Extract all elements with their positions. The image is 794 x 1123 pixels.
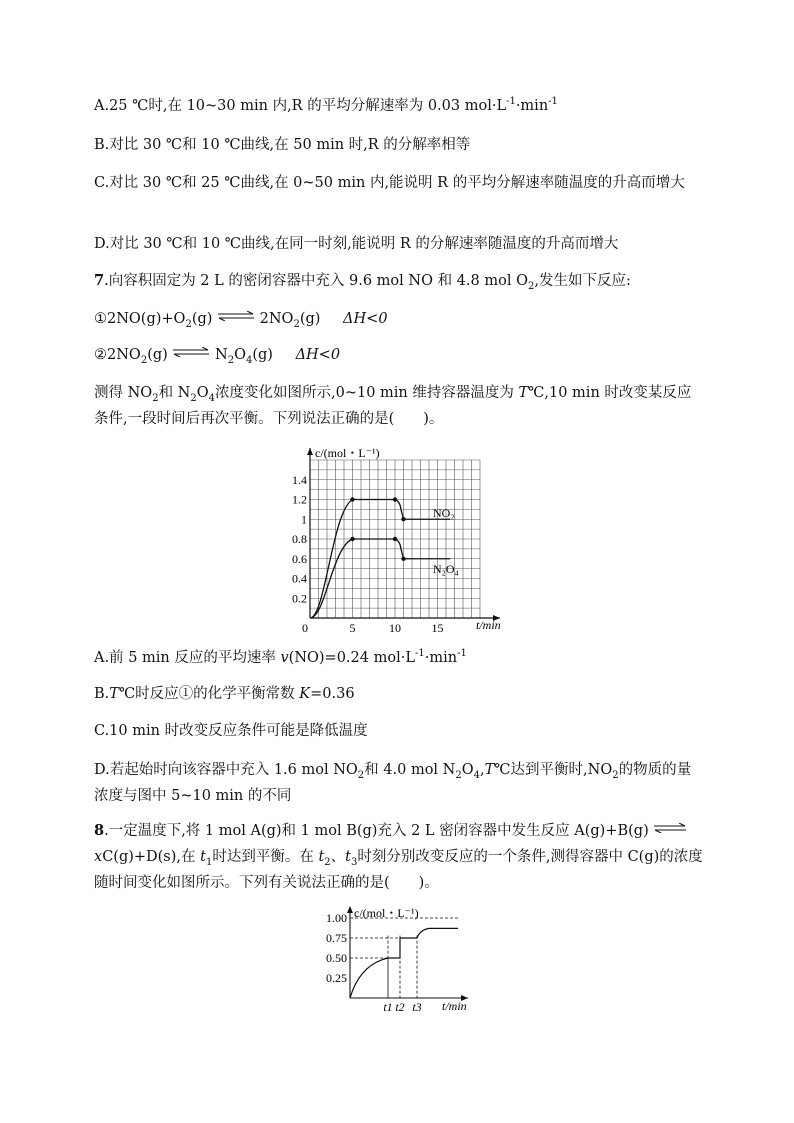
q8-stem: 8.一定温度下,将 1 mol A(g)和 1 mol B(g)充入 2 L 密闭容器中发生反应 A(g)+B(g) xC(g)+D(s),在 $t_1$时达到平衡。在 $t_2$、$t_3$时刻分别改变反应的一个条件,测得容器中 C(g)的浓度随时间变化如图所示。下列有关说法正确的是( )。 <box>94 822 703 891</box>
q6-option-c: C.对比 30 ℃和 25 ℃曲线,在 0~50 min 内,能说明 R 的平均分解速率随温度的升高而增大 <box>94 175 685 191</box>
y-tick-label: 0.6 <box>292 551 307 566</box>
c-concentration-chart <box>310 900 480 1015</box>
x-axis-label: t/min <box>442 999 467 1013</box>
q7-reaction-2: $②2NO_2(g)$ $N_2O_4(g)$ ΔH<0 <box>94 347 341 366</box>
y-axis-arrow <box>347 906 353 913</box>
y-axis-label: c/(mol・L⁻¹) <box>315 446 380 460</box>
q7-option-a: A.前 5 min 反应的平均速率 v(NO)=0.24 $mol\cdot L^{-1}\cdot\min^{-1}$ <box>94 648 467 666</box>
q7-option-b: B.T℃时反应①的化学平衡常数 K=0.36 <box>94 686 355 702</box>
chart-series <box>350 928 458 998</box>
q7-stem: 7.向容积固定为 2 L 的密闭容器中充入 9.6 mol NO 和 4.8 mol $O_2$,发生如下反应: <box>94 272 631 292</box>
series-line-c <box>350 928 458 998</box>
data-point <box>393 497 397 501</box>
series-label-no2: NO₂ <box>433 506 455 520</box>
q7-option-c: C.10 min 时改变反应条件可能是降低温度 <box>94 723 368 739</box>
y-tick-label: 1 <box>301 512 307 527</box>
x-tick-label: t3 <box>412 1000 422 1014</box>
series-label-n2o4: N₂O₄ <box>433 562 459 576</box>
x-axis-label: t/min <box>476 618 501 632</box>
x-tick-label: 10 <box>389 621 401 635</box>
q7-description: 测得 $NO_2$和 $N_2O_4$浓度变化如图所示,0~10 min 维持容器温度为 T℃,10 min 时改变某反应条件,一段时间后再次平衡。下列说法正确的是( )。 <box>94 385 692 427</box>
x-tick-label: 15 <box>431 621 444 635</box>
y-axis-label: c/(mol・L⁻¹) <box>354 906 419 920</box>
y-tick-label: 0.75 <box>326 931 347 945</box>
data-point <box>350 497 354 501</box>
x-tick-label: 5 <box>349 621 356 635</box>
q6-option-b: B.对比 30 ℃和 10 ℃曲线,在 50 min 时,R 的分解率相等 <box>94 137 471 153</box>
data-point <box>401 557 405 561</box>
no2-n2o4-concentration-chart <box>280 440 520 635</box>
y-tick-label: 0.50 <box>326 951 347 965</box>
y-tick-label: 0.25 <box>326 971 347 985</box>
equilibrium-arrow-icon <box>217 311 255 321</box>
y-tick-label: 0.8 <box>292 532 307 546</box>
x-tick-label: t1 <box>383 1000 393 1014</box>
equilibrium-arrow-icon <box>172 347 210 357</box>
y-tick-label: 1.2 <box>292 492 307 507</box>
chart-guide-lines <box>350 918 458 998</box>
x-tick-label: t2 <box>395 1000 405 1014</box>
data-point <box>350 537 354 541</box>
equilibrium-arrow-icon <box>653 823 687 833</box>
q7-reaction-1: $①2NO(g)+O_2(g)$ $2NO_2(g)$ ΔH<0 <box>94 311 388 330</box>
q6-option-a: A.25 ℃时,在 10~30 min 内,R 的平均分解速率为 0.03 $mol\cdot L^{-1}\cdot\min^{-1}$ <box>94 96 558 114</box>
q7-option-d: D.若起始时向该容器中充入 1.6 mol $NO_2$和 4.0 mol $N_2O_4,T℃$达到平衡时$,NO_2$的物质的量浓度与图中 5~10 min 的不同 <box>94 762 692 804</box>
data-point <box>393 537 397 541</box>
x-tick-label: 0 <box>302 621 308 635</box>
q6-option-d: D.对比 30 ℃和 10 ℃曲线,在同一时刻,能说明 R 的分解速率随温度的升高而增大 <box>94 236 619 252</box>
y-tick-label: 1.00 <box>326 911 347 925</box>
y-axis-arrow <box>307 448 313 455</box>
chart-axes <box>347 906 468 1001</box>
y-tick-label: 0.2 <box>292 591 307 606</box>
data-point <box>401 517 405 521</box>
y-tick-label: 1.4 <box>292 472 307 487</box>
y-tick-label: 0.4 <box>292 571 307 586</box>
